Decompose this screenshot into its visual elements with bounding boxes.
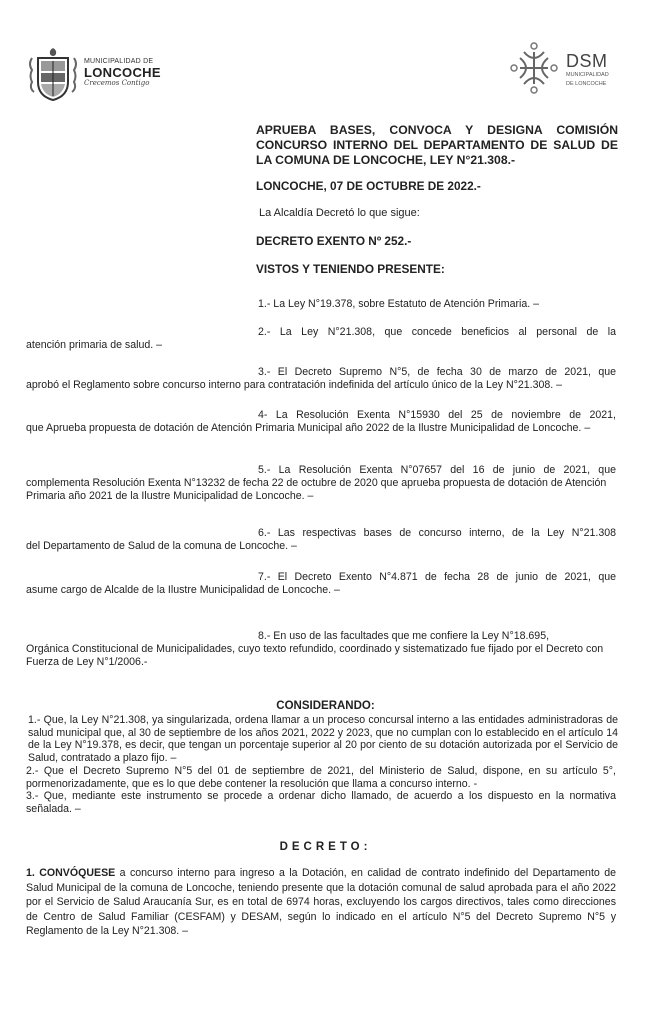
document-title: APRUEBA BASES, CONVOCA Y DESIGNA COMISIÓN CONCURSO INTERNO DEL DEPARTAMENTO DE SALUD DE LA COMUNA DE LONCOCHE, LEY N°21.308.- — [256, 123, 618, 167]
vistos-item-first-line: 1.- La Ley N°19.378, sobre Estatuto de Atención Primaria. – — [258, 298, 540, 310]
slogan: Crecemos Contigo — [84, 79, 150, 87]
vistos-item — [26, 409, 616, 435]
vistos-item — [26, 366, 616, 392]
considerando-item: 1.- Que, la Ley N°21.308, ya singularizada, ordena llamar a un proceso concursal interno a las entidades administradoras de salud municipal que, al 30 de septiembre de los años 2021, 2022 y 2023, que no cumplan con lo establecido en el artículo 14 de la Ley N°19.378, es decir, que tengan un porcentaje superior al 20 por ciento de su dotación autorizada por el Servicio de Salud, contratado a plazo fijo. – — [28, 714, 618, 764]
vistos-item — [26, 571, 616, 597]
vistos-item-first-line: 6.- Las respectivas bases de concurso interno, de la Ley N°21.308 — [258, 527, 616, 539]
vistos-item-first-line: 8.- En uso de las facultades que me confiere la Ley N°18.695, — [258, 630, 550, 642]
vistos-item-first-line: 5.- La Resolución Exenta N°07657 del 16 de junio de 2021, que — [258, 464, 616, 476]
vistos-item — [26, 464, 616, 503]
decreto-heading: DECRETO: — [279, 841, 372, 853]
vistos-item-body: atención primaria de salud. – — [26, 339, 163, 351]
vistos-item-body: asume cargo de Alcalde de la Ilustre Municipalidad de Loncoche. – — [26, 584, 340, 596]
vistos-item — [26, 527, 616, 553]
loncoche-label: LONCOCHE — [84, 65, 161, 80]
considerando-item: 2.- Que el Decreto Supremo N°5 del 01 de septiembre de 2021, del Ministerio de Salud, dispone, en su artículo 5°, pormenorizadamente, que es lo que debe contener la resolución que llama a concurso interno. - — [26, 765, 616, 790]
vistos-item-first-line: 7.- El Decreto Exento N°4.871 de fecha 28 de junio de 2021, que — [258, 571, 616, 583]
dsm-sub-label-2: DE LONCOCHE — [566, 80, 607, 87]
considerando-item: 3.- Que, mediante este instrumento se procede a ordenar dicho llamado, de acuerdo a los dispuesto en la normativa señalada. – — [26, 790, 616, 815]
municipalidad-label: MUNICIPALIDAD DE — [84, 58, 154, 65]
vistos-item-body: del Departamento de Salud de la comuna de Loncoche. – — [26, 540, 297, 552]
vistos-item — [26, 298, 616, 311]
decreto-item-lead: 1. CONVÓQUESE — [26, 867, 116, 879]
vistos-item — [26, 326, 616, 352]
vistos-item-first-line: 2.- La Ley N°21.308, que concede beneficios al personal de la — [258, 326, 616, 338]
municipalidad-wordmark — [84, 58, 161, 87]
municipalidad-logo — [22, 44, 202, 102]
vistos-item — [26, 630, 626, 669]
dsm-emblem-icon — [510, 40, 558, 96]
dsm-sub-label-1: MUNICIPALIDAD — [566, 72, 609, 78]
vistos-item-first-line: 3.- El Decreto Supremo N°5, de fecha 30 de marzo de 2021, que — [258, 366, 616, 378]
decreto-item — [26, 866, 616, 939]
dsm-label: DSM — [566, 51, 608, 71]
vistos-item-body: complementa Resolución Exenta N°13232 de fecha 22 de octubre de 2020 que aprueba propuesta de dotación de Atención Primaria año 2021 de la Ilustre Municipalidad de Loncoche. – — [26, 477, 607, 502]
vistos-item-body: aprobó el Reglamento sobre concurso interno para contratación indefinida del artículo único de la Ley N°21.308. – — [26, 379, 563, 391]
decreto-item-text: a concurso interno para ingreso a la Dotación, en calidad de contrato indefinido del Departamento de Salud Municipal de la comuna de Loncoche, teniendo presente que la dotación comunal de salud aprobada para el año 2022 por el Servicio de Salud Araucanía Sur, es en total de 6974 horas, excluyendo los cargos directivos, tales como direcciones de Centro de Salud Familiar (CESFAM) y DESAM, según lo indicado en el artículo N°5 del Decreto Supremo N°5 y Reglamento de la Ley N°21.308. – — [26, 867, 616, 937]
dsm-logo — [510, 40, 645, 96]
vistos-heading: VISTOS Y TENIENDO PRESENTE: — [256, 262, 445, 276]
dsm-wordmark — [566, 52, 609, 87]
coat-of-arms-icon — [26, 46, 80, 102]
vistos-item-body: Orgánica Constitucional de Municipalidades, cuyo texto refundido, coordinado y sistematizado fue fijado por el Decreto con Fuerza de Ley N°1/2006.- — [26, 643, 604, 668]
considerando-heading: CONSIDERANDO: — [276, 700, 375, 712]
place-date: LONCOCHE, 07 DE OCTUBRE DE 2022.- — [256, 179, 481, 193]
intro-text: La Alcaldía Decretó lo que sigue: — [259, 207, 420, 219]
vistos-item-body: que Aprueba propuesta de dotación de Atención Primaria Municipal año 2022 de la Ilustre Municipalidad de Loncoche. – — [26, 422, 591, 434]
decree-number: DECRETO EXENTO Nº 252.- — [256, 234, 412, 248]
vistos-item-first-line: 4- La Resolución Exenta N°15930 del 25 de noviembre de 2021, — [258, 409, 616, 421]
